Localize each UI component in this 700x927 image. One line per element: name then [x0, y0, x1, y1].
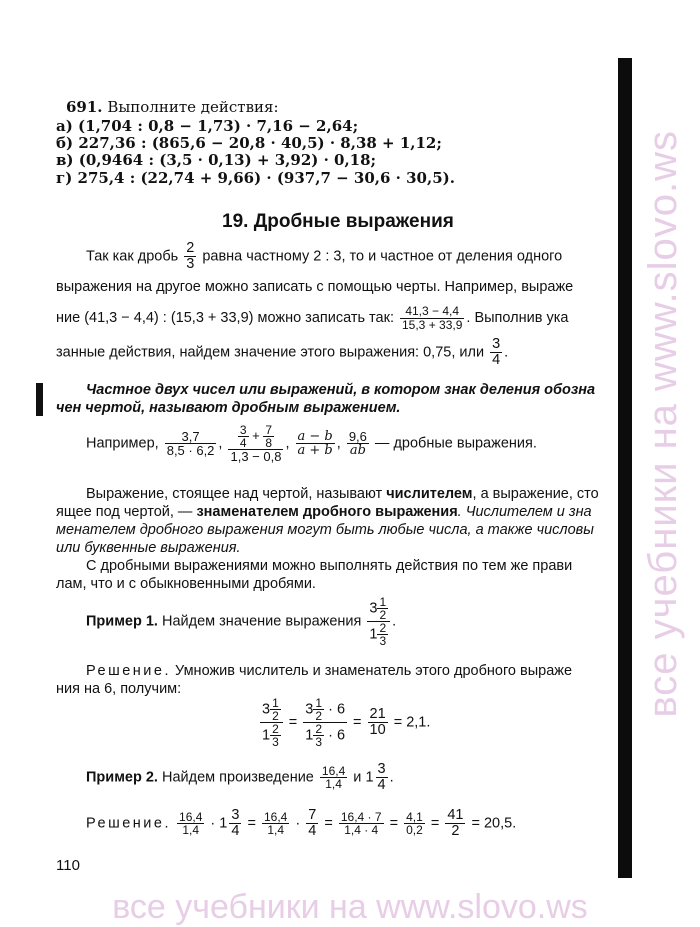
numerator	[367, 596, 390, 622]
multiply-dot: ·	[210, 815, 216, 832]
numerator: 4,1	[406, 809, 423, 824]
denominator: 3	[272, 735, 279, 749]
frac-a	[260, 697, 283, 748]
denominator	[260, 723, 283, 748]
result: = 20,5.	[471, 815, 517, 832]
intro-text: . Выполнив ука	[466, 309, 569, 326]
solution-1-label: Решение.	[86, 663, 171, 679]
times-six: · 6	[328, 701, 346, 718]
numerator: 41	[447, 807, 464, 823]
solution-1-line-1	[86, 663, 572, 679]
terms-line-2	[56, 504, 592, 520]
numerator: 16,4	[263, 809, 288, 824]
denominator: 0,2	[406, 823, 423, 838]
numerator: 9,6	[348, 428, 367, 444]
fraction-2-3	[184, 241, 196, 272]
mixed-number	[365, 762, 389, 793]
small-fraction	[270, 697, 281, 722]
equals: =	[353, 714, 362, 731]
denominator: 15,3 + 33,9	[402, 317, 463, 332]
denominator: 3	[186, 256, 195, 273]
solution-2	[86, 808, 516, 839]
s2-frac-2	[262, 811, 289, 837]
denominator: 3	[315, 735, 323, 749]
whole-part: 1	[262, 727, 271, 744]
terms-text: , а выражение, сто	[472, 486, 599, 502]
page-number: 110	[56, 857, 80, 874]
s2-frac-3	[306, 808, 318, 839]
denominator: a + b	[297, 443, 333, 459]
numerator: 3	[492, 336, 501, 352]
intro-line-4	[56, 337, 508, 368]
denominator: 8	[265, 436, 273, 450]
numerator: 1	[315, 696, 323, 710]
times-six: · 6	[328, 727, 346, 744]
small-fraction	[313, 723, 324, 748]
denominator: 2	[379, 608, 387, 622]
example-fraction-2	[228, 424, 283, 464]
numerator: 1	[379, 595, 387, 609]
example-fraction-4	[347, 430, 369, 458]
exercise-item-c: в) (0,9464 : (3,5 · 0,13) + 3,92) · 0,18;	[56, 151, 377, 169]
numerator: 41,3 − 4,4	[400, 305, 464, 319]
denominator: 3	[379, 634, 387, 648]
comma: ,	[218, 435, 223, 452]
solution-1-text: Умножив числитель и знаменатель этого дробного выраже	[175, 663, 573, 679]
page-edge-shadow	[618, 58, 632, 878]
numerator: 3	[377, 761, 386, 777]
intro-text: ние (41,3 − 4,4) : (15,3 + 33,9) можно записать так:	[56, 309, 394, 326]
equals: =	[430, 815, 440, 832]
denominator: 4	[377, 777, 386, 794]
whole-part: 1	[369, 626, 378, 643]
example-2	[86, 762, 394, 793]
definition-line-1: Частное двух чисел или выражений, в котором знак деления обозна	[86, 382, 596, 398]
numerator: 2	[379, 621, 387, 635]
example-fraction-1	[165, 430, 217, 458]
numerator: 21	[369, 705, 386, 722]
equals: =	[389, 815, 399, 832]
terms-line-4: или буквенные выражения.	[56, 540, 241, 556]
fraction-example	[400, 305, 464, 331]
period: .	[392, 613, 397, 630]
small-fraction	[377, 596, 388, 621]
examples-line	[86, 424, 537, 464]
and-word: и	[353, 769, 362, 786]
watermark-bottom: все учебники на www.slovo.ws	[112, 888, 588, 926]
solution-2-label: Решение.	[86, 815, 171, 832]
numerator: 2	[315, 722, 323, 736]
term-denominator: знаменателем дробного выражения	[196, 504, 458, 520]
numerator: 7	[265, 423, 273, 437]
whole-part: 1	[365, 769, 374, 786]
equals: =	[324, 815, 333, 832]
small-fraction	[377, 622, 388, 647]
example-fraction-3	[296, 430, 335, 458]
intro-line-2: выражения на другое можно записать с помощью черты. Например, выраже	[56, 279, 574, 295]
fraction-3-4	[490, 337, 502, 368]
terms-line-1	[86, 486, 599, 502]
numerator: 2	[272, 722, 279, 736]
terms-text: . Числителем и зна	[457, 504, 592, 520]
denominator: 2	[315, 709, 323, 723]
numerator: 3,7	[165, 430, 217, 445]
equals: =	[247, 815, 256, 832]
example-2-text: Найдем произведение	[162, 769, 314, 786]
example-1-fraction	[367, 596, 390, 647]
example-1-label: Пример 1.	[86, 613, 158, 630]
denominator: 10	[369, 722, 386, 738]
multiply-dot: ·	[295, 815, 301, 832]
comma: ,	[336, 435, 341, 452]
intro-line-1	[86, 241, 562, 272]
denominator: 1,4	[325, 777, 342, 792]
denominator	[303, 723, 347, 748]
example-2-label: Пример 2.	[86, 769, 158, 786]
ops-line-2: лам, что и с обыкновенными дробями.	[56, 576, 316, 592]
period: .	[389, 769, 394, 786]
denominator: 2	[451, 823, 460, 840]
s2-frac-1	[177, 811, 204, 837]
s2-frac-5	[404, 811, 425, 837]
result: = 2,1.	[393, 714, 431, 731]
numerator: 1	[272, 696, 279, 710]
s2-frac-6	[445, 808, 465, 839]
comma: ,	[285, 435, 290, 452]
frac-c	[368, 707, 388, 738]
term-numerator: числителем	[386, 486, 473, 502]
example-2-fraction	[320, 765, 347, 791]
denominator: 1,4 · 4	[344, 823, 379, 838]
intro-line-3	[56, 305, 568, 331]
solution-1-equation	[258, 697, 430, 748]
fraction-part	[229, 808, 241, 839]
denominator: 1,3 − 0,8	[230, 449, 282, 464]
fraction-part	[376, 762, 388, 793]
equals: =	[288, 714, 298, 731]
numerator	[228, 424, 283, 450]
numerator: 16,4 · 7	[340, 809, 382, 824]
denominator: 4	[239, 436, 247, 450]
s2-frac-4	[339, 811, 384, 837]
numerator: 3	[231, 807, 240, 823]
denominator: ab	[349, 443, 366, 459]
denominator: 2	[272, 709, 279, 723]
numerator: 16,4	[179, 809, 203, 824]
ops-line-1: С дробными выражениями можно выполнять действия по тем же прави	[86, 558, 573, 574]
terms-text: Выражение, стоящее над чертой, называют	[86, 486, 387, 502]
denominator: 4	[492, 352, 501, 369]
numerator: 16,4	[321, 763, 346, 778]
examples-lead: Например,	[86, 435, 159, 452]
exercise-header	[66, 98, 279, 116]
plus-sign: +	[252, 427, 260, 443]
denominator: 1,4	[267, 823, 284, 838]
intro-text: .	[504, 344, 509, 361]
exercise-number: 691.	[66, 98, 103, 116]
small-fraction	[238, 424, 249, 449]
examples-tail: — дробные выражения.	[374, 435, 537, 452]
intro-text: Так как дробь	[86, 248, 179, 265]
denominator	[367, 622, 390, 647]
numerator: 2	[186, 240, 195, 256]
denominator: 1,4	[182, 823, 200, 838]
example-1	[86, 596, 396, 647]
denominator: 8,5 · 6,2	[166, 443, 215, 459]
whole-part: 3	[369, 600, 378, 617]
exercise-item-d: г) 275,4 : (22,74 + 9,66) · (937,7 − 30,6 · 30,5).	[56, 169, 455, 187]
exercise-item-b: б) 227,36 : (865,6 − 20,8 · 40,5) · 8,38 + 1,12;	[56, 134, 442, 152]
intro-text: занные действия, найдем значение этого выражения: 0,75, или	[56, 344, 485, 361]
whole-part: 3	[262, 701, 271, 718]
terms-text: ящее под чертой, —	[56, 504, 197, 520]
exercise-prompt: Выполните действия:	[107, 98, 279, 116]
example-1-text: Найдем значение выражения	[162, 613, 362, 630]
definition-line-2: чен чертой, называют дробным выражением.	[56, 400, 401, 416]
numerator	[260, 697, 283, 723]
denominator: 4	[308, 823, 317, 840]
watermark-vertical: все учебники на www.slovo.ws	[641, 130, 685, 718]
small-fraction	[263, 424, 274, 449]
numerator: a − b	[297, 428, 333, 444]
numerator	[303, 697, 347, 723]
definition-bar	[36, 383, 43, 416]
small-fraction	[313, 697, 324, 722]
frac-b	[303, 697, 347, 748]
denominator: 4	[231, 823, 240, 840]
small-fraction	[270, 723, 281, 748]
whole-part: 3	[305, 701, 314, 718]
numerator: 7	[308, 807, 317, 823]
exercise-item-a: а) (1,704 : 0,8 − 1,73) · 7,16 − 2,64;	[56, 117, 359, 135]
solution-1-line-2: ния на 6, получим:	[56, 681, 182, 697]
terms-line-3: менателем дробного выражения могут быть любые числа, а также числовы	[56, 522, 594, 538]
section-title: 19. Дробные выражения	[222, 211, 454, 232]
whole-part: 1	[219, 815, 228, 832]
intro-text: равна частному 2 : 3, то и частное от деления одного	[202, 248, 563, 265]
whole-part: 1	[305, 727, 314, 744]
mixed-number	[219, 808, 243, 839]
numerator: 3	[239, 423, 247, 437]
